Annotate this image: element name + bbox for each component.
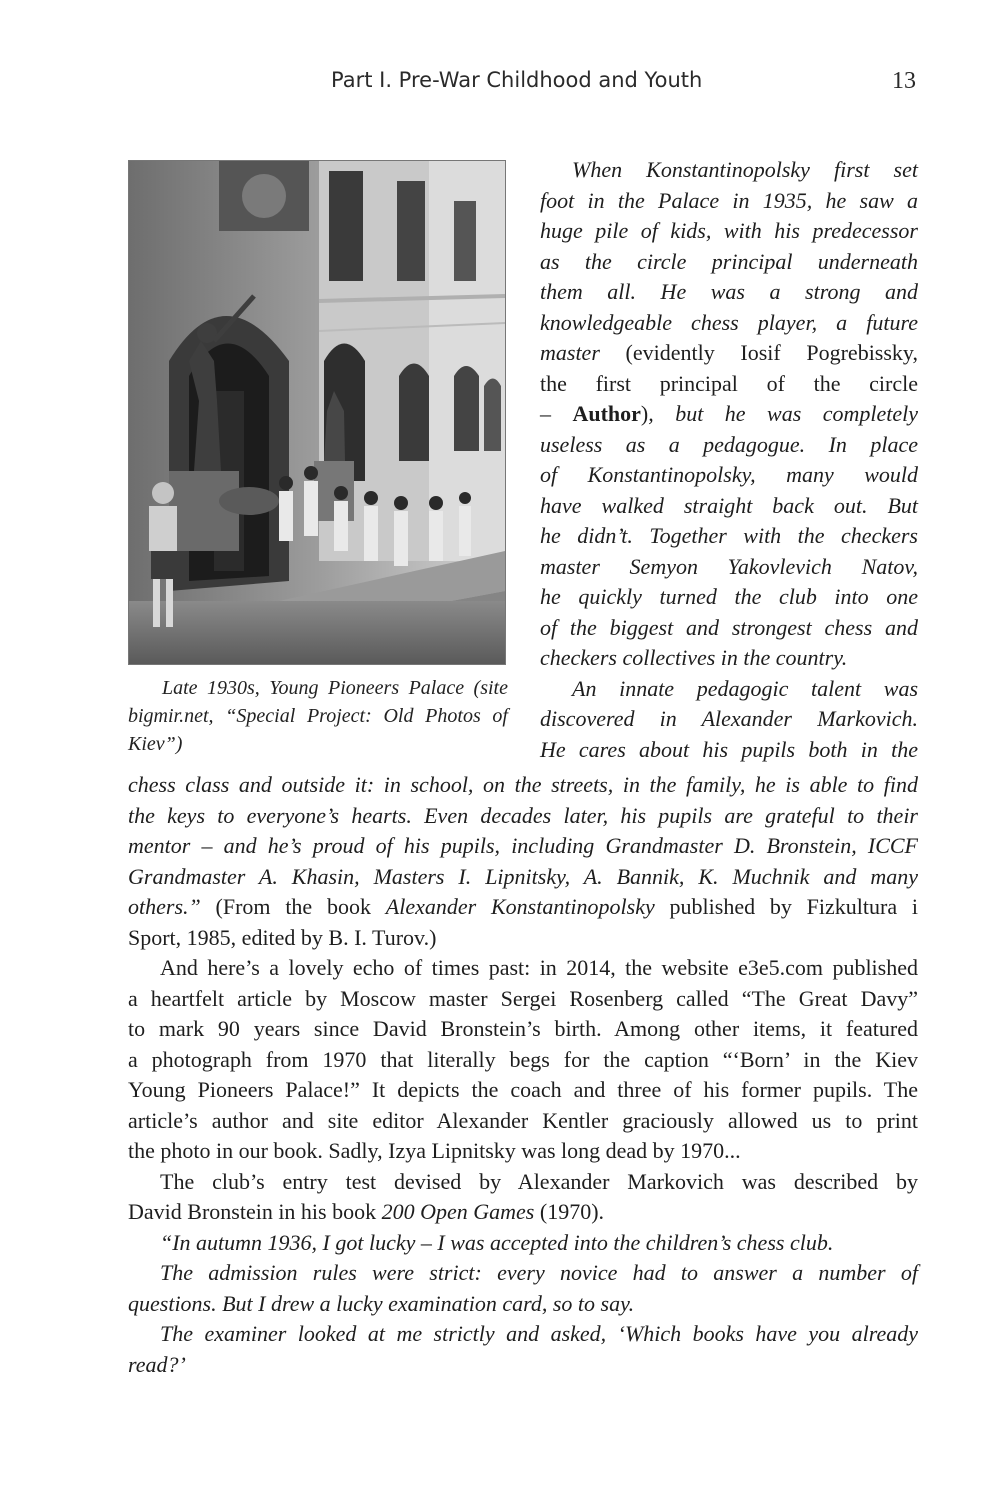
text-line <box>540 460 918 491</box>
text-line <box>540 369 918 400</box>
text-line <box>128 1106 918 1137</box>
text-line <box>128 1289 918 1320</box>
text-segment: Author <box>572 401 641 426</box>
text-segment: mentor – and he’s proud of his pupils, including Grandmaster D. Bronstein, ICCF <box>128 833 918 858</box>
text-segment: , but he was completely <box>648 401 918 426</box>
text-segment: (1970). <box>534 1199 605 1224</box>
text-line <box>128 1014 918 1045</box>
text-line <box>128 1350 918 1381</box>
text-line <box>128 1075 918 1106</box>
text-segment: foot in the Palace in 1935, he saw a <box>540 187 918 213</box>
text-segment: huge pile of kids, with his predecessor <box>540 218 918 243</box>
text-segment: useless as a pedagogue. In place <box>540 431 918 457</box>
text-segment: the keys to everyone’s hearts. Even decades later, his pupils are grateful to their <box>128 802 918 828</box>
text-segment: “In autumn 1936, I got lucky – I was accepted into the children’s chess club. <box>160 1229 834 1255</box>
text-segment: The admission rules were strict: every novice had to answer a number of <box>160 1260 918 1285</box>
text-line <box>540 491 918 522</box>
text-line <box>128 801 918 832</box>
page-number: 13 <box>892 68 916 94</box>
caption-line: Late 1930s, Young Pioneers Palace (site <box>162 677 508 699</box>
text-segment: of the biggest and strongest chess and <box>540 614 918 640</box>
text-line <box>540 155 918 186</box>
text-segment: the photo in our book. Sadly, Izya Lipnitsky was long dead by 1970... <box>128 1138 741 1163</box>
text-segment: – <box>540 401 573 426</box>
text-segment: he quickly turned the club into one <box>540 584 918 609</box>
text-line <box>128 892 918 923</box>
text-segment: The examiner looked at me strictly and asked, ‘Which books have you already <box>160 1321 918 1346</box>
text-segment: as the circle principal underneath <box>540 248 918 274</box>
text-line <box>128 1136 918 1167</box>
text-line <box>540 582 918 613</box>
text-segment: The club’s entry test devised by Alexander Markovich was described by <box>160 1168 918 1194</box>
text-segment: Sport, 1985, edited by B. I. Turov.) <box>128 924 437 950</box>
running-head <box>0 68 1000 98</box>
text-line <box>128 984 918 1015</box>
text-segment: David Bronstein in his book <box>128 1199 382 1224</box>
text-line <box>540 399 918 430</box>
text-segment: 200 Open Games <box>381 1199 535 1224</box>
text-segment: published by Fizkultura i <box>654 894 918 919</box>
text-line <box>128 1197 918 1228</box>
right-column-text <box>540 155 918 765</box>
text-line <box>540 643 918 674</box>
text-line <box>540 735 918 766</box>
text-segment: read?’ <box>128 1351 186 1377</box>
text-line <box>540 552 918 583</box>
text-line <box>128 1228 918 1259</box>
text-segment: chess class and outside it: in school, on the streets, in the family, he is able to find <box>128 772 918 797</box>
text-line <box>540 277 918 308</box>
text-segment: master <box>540 340 600 365</box>
text-segment: have walked straight back out. But <box>540 492 918 518</box>
text-segment: When Konstantinopolsky first set <box>572 157 918 182</box>
text-line <box>128 862 918 893</box>
text-segment: discovered in Alexander Markovich. <box>540 706 918 731</box>
text-line <box>540 704 918 735</box>
text-line <box>128 923 918 954</box>
text-segment: Alexander Konstantinopolsky <box>385 894 655 919</box>
text-segment: he didn’t. Together with the checkers <box>540 523 918 548</box>
text-segment: master Semyon Yakovlevich Natov, <box>540 553 918 579</box>
text-segment: to mark 90 years since David Bronstein’s birth. Among other items, it featured <box>128 1016 918 1041</box>
text-segment: the first principal of the circle <box>540 370 918 396</box>
text-segment: of Konstantinopolsky, many would <box>540 462 918 487</box>
text-line <box>540 521 918 552</box>
text-segment: article’s author and site editor Alexander Kentler graciously allowed us to print <box>128 1107 918 1133</box>
section-title: Part I. Pre-War Childhood and Youth <box>331 68 703 92</box>
figure-caption <box>128 674 508 758</box>
text-segment: a photograph from 1970 that literally begs for the caption “‘Born’ in the Kiev <box>128 1046 918 1072</box>
text-line <box>540 613 918 644</box>
text-line <box>540 247 918 278</box>
historical-photo <box>128 160 506 665</box>
caption-line: Kiev”) <box>128 733 183 755</box>
text-line <box>540 216 918 247</box>
text-segment: (From the book <box>200 894 386 919</box>
palace-photo-illustration <box>129 161 505 664</box>
text-line <box>128 953 918 984</box>
text-segment: them all. He was a strong and <box>540 279 918 304</box>
text-line <box>128 1319 918 1350</box>
text-segment: others.” <box>128 894 201 919</box>
text-line <box>540 308 918 339</box>
text-segment: He cares about his pupils both in the <box>540 736 918 762</box>
text-segment: ) <box>640 401 649 426</box>
text-segment: knowledgeable chess player, a future <box>540 309 918 335</box>
text-line <box>128 770 918 801</box>
text-segment: An innate pedagogic talent was <box>572 675 918 701</box>
text-line <box>128 831 918 862</box>
text-segment: (evidently Iosif Pogrebissky, <box>599 340 918 365</box>
text-segment: a heartfelt article by Moscow master Sergei Rosenberg called “The Great Davy” <box>128 985 918 1011</box>
text-line <box>128 1045 918 1076</box>
text-segment: Young Pioneers Palace!” It depicts the coach and three of his former pupils. The <box>128 1077 918 1102</box>
text-segment: Grandmaster A. Khasin, Masters I. Lipnitsky, A. Bannik, K. Muchnik and many <box>128 863 918 889</box>
body-text <box>128 770 918 1380</box>
text-line <box>540 674 918 705</box>
text-line <box>540 186 918 217</box>
text-segment: And here’s a lovely echo of times past: in 2014, the website e3e5.com published <box>160 955 918 980</box>
text-segment: questions. But I drew a lucky examination card, so to say. <box>128 1290 635 1316</box>
text-line <box>540 338 918 369</box>
caption-line: bigmir.net, “Special Project: Old Photos of <box>128 705 508 727</box>
text-line <box>128 1258 918 1289</box>
text-segment: checkers collectives in the country. <box>540 645 848 670</box>
text-line <box>128 1167 918 1198</box>
text-line <box>540 430 918 461</box>
